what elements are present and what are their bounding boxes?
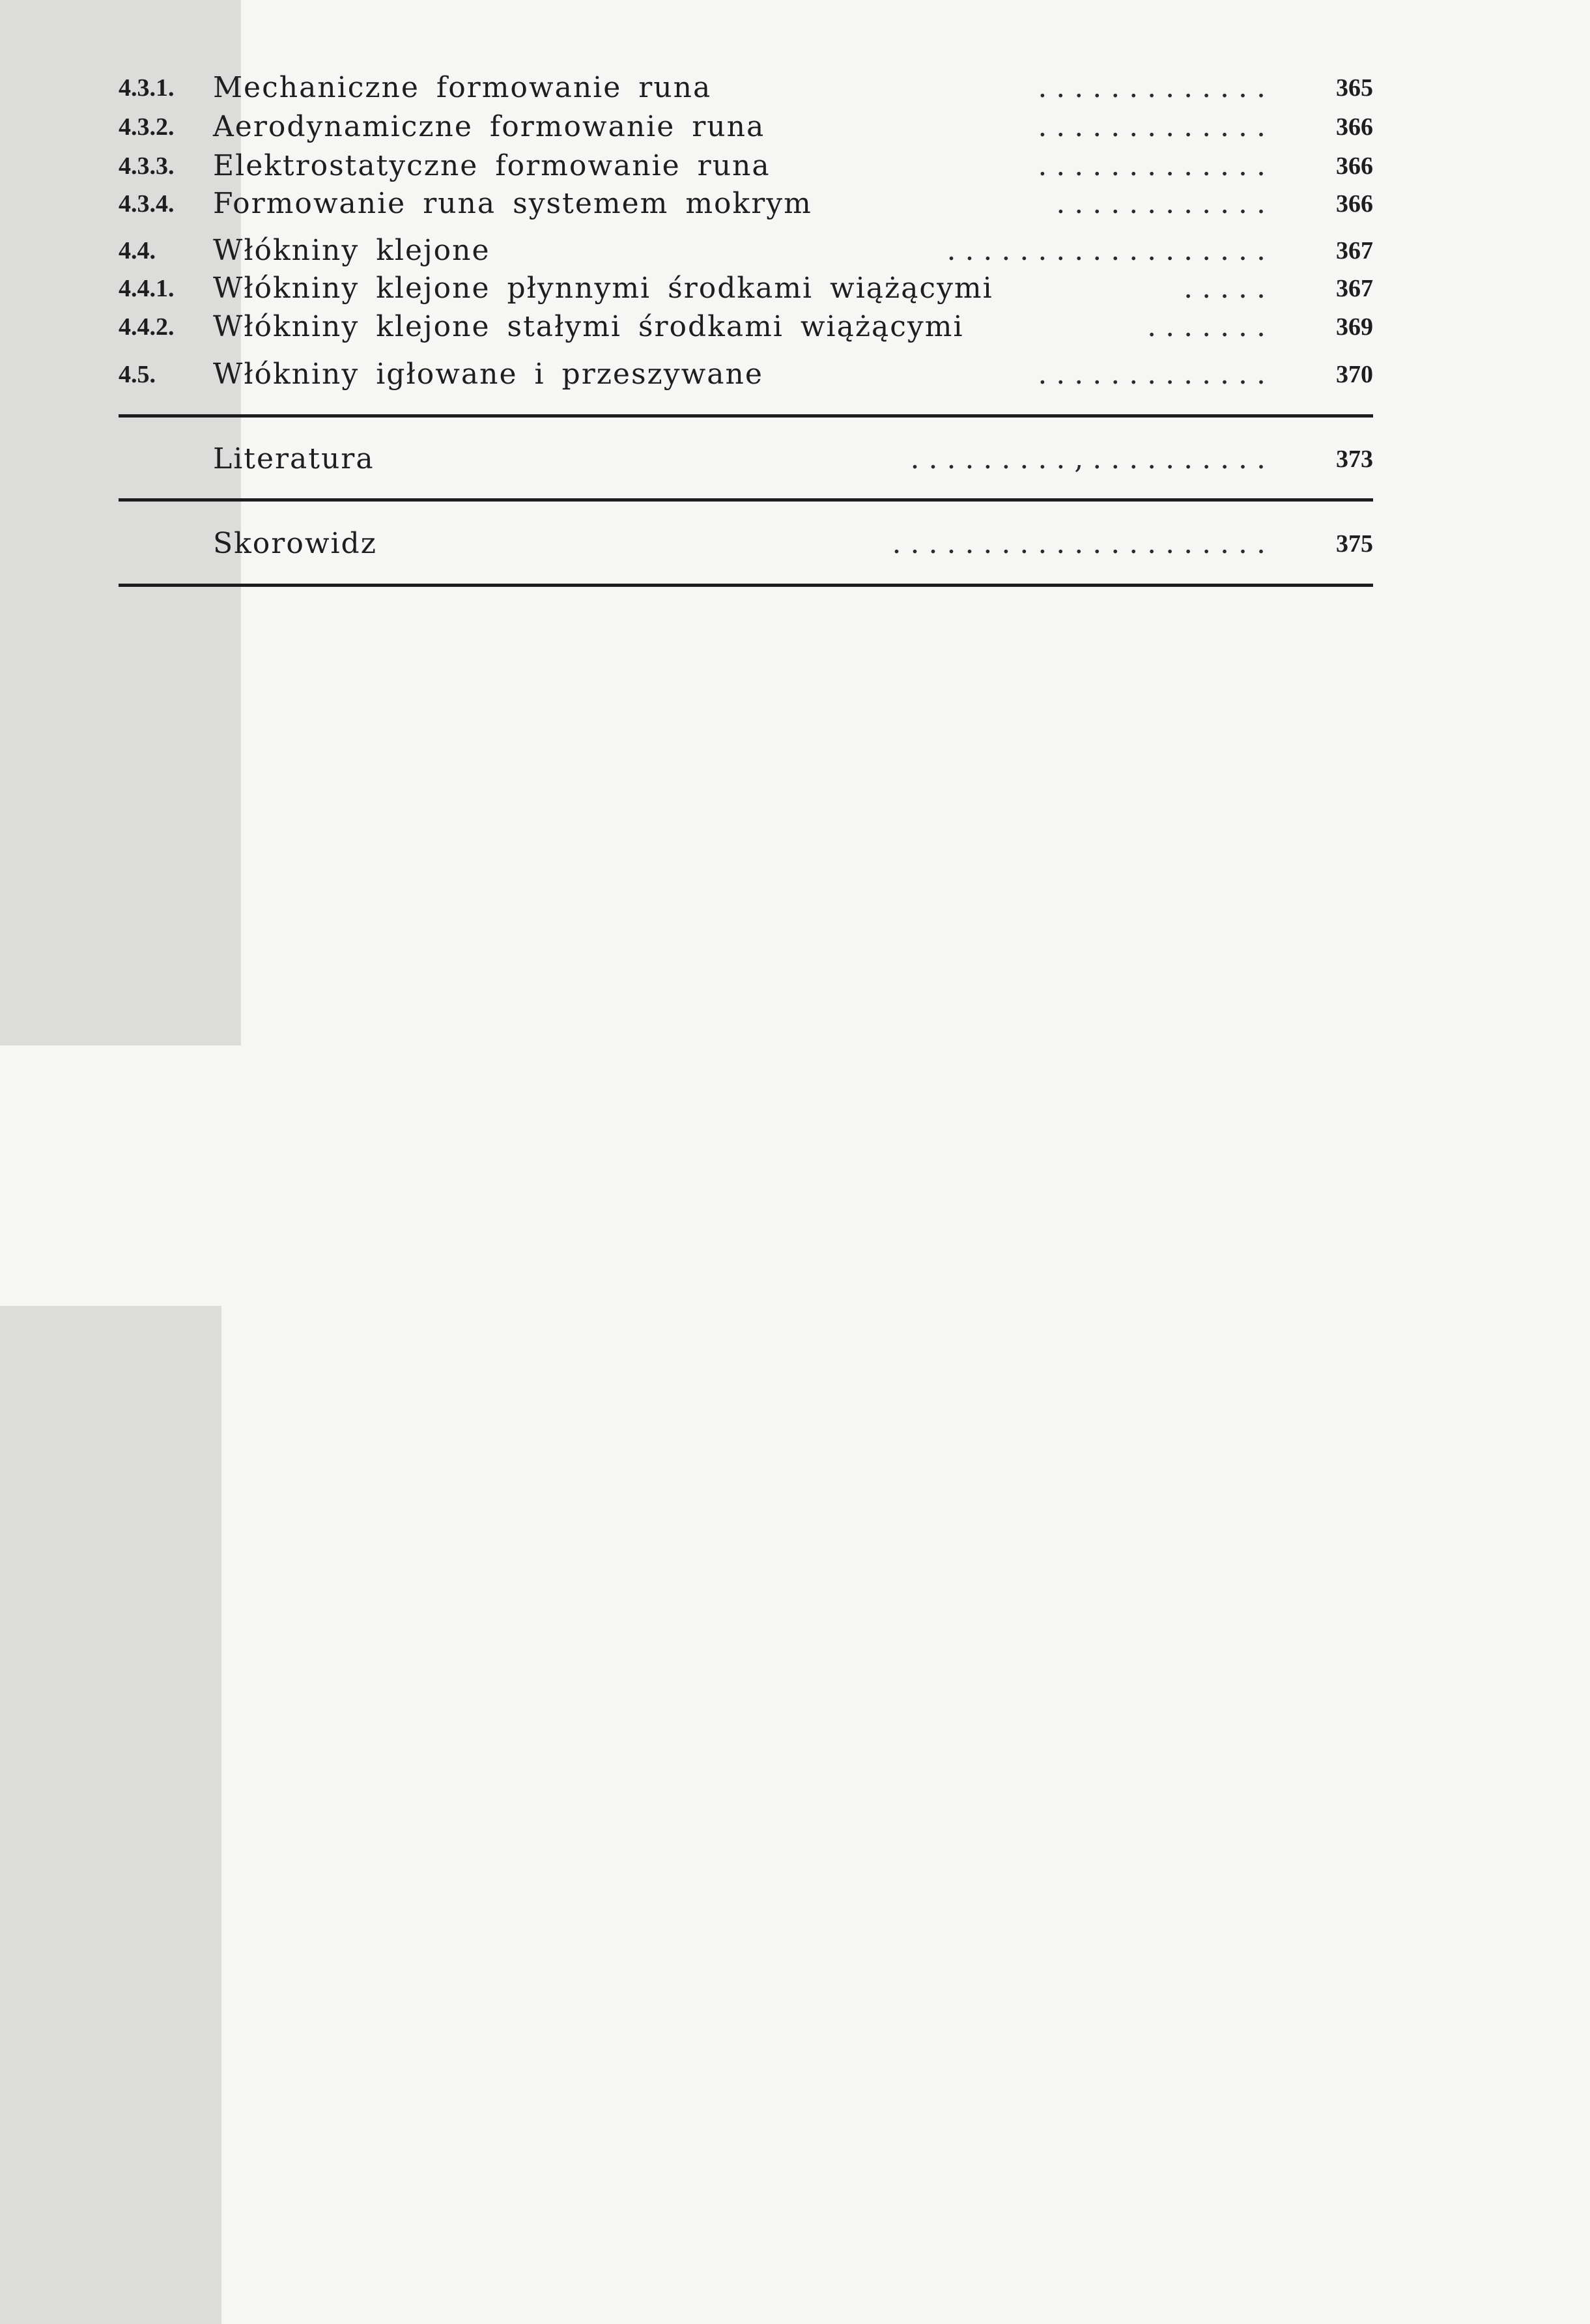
toc-entry[interactable] <box>119 184 1373 223</box>
section-title: Literatura <box>213 442 375 475</box>
section-title: Włókniny klejone stałymi środkami wiążącymi <box>213 310 964 343</box>
page-number: 375 <box>1336 530 1373 558</box>
section-number: 4.4.2. <box>119 313 175 341</box>
section-number: 4.5. <box>119 361 156 388</box>
dot-leader: . . . . . . . . . . . . . . . . . . <box>946 234 1266 267</box>
dot-leader: . . . . . . . . . . . . . <box>1038 358 1266 391</box>
page-number: 366 <box>1336 152 1373 180</box>
dot-leader: . . . . . . . . . . . . . <box>1038 71 1266 104</box>
section-number: 4.3.1. <box>119 74 175 102</box>
page-number: 369 <box>1336 313 1373 341</box>
page-number: 365 <box>1336 74 1373 102</box>
section-title: Włókniny igłowane i przeszywane <box>213 358 763 391</box>
toc-entry[interactable] <box>119 355 1373 394</box>
page-number: 367 <box>1336 275 1373 302</box>
section-title: Elektrostatyczne formowanie runa <box>213 149 771 182</box>
page-number: 367 <box>1336 237 1373 264</box>
toc-entry-index[interactable] <box>119 524 1373 563</box>
section-title: Skorowidz <box>213 527 377 560</box>
toc-entry[interactable] <box>119 147 1373 186</box>
dot-leader: . . . . . . . . . . . . . . . . . . . . . <box>892 527 1266 560</box>
toc-entry[interactable] <box>119 269 1373 308</box>
page-number: 370 <box>1336 361 1373 388</box>
section-title: Aerodynamiczne formowanie runa <box>213 110 765 143</box>
toc-entry[interactable] <box>119 307 1373 347</box>
page-number: 366 <box>1336 190 1373 218</box>
dot-leader: . . . . . . . . . . . . <box>1056 187 1266 220</box>
section-title: Mechaniczne formowanie runa <box>213 71 712 104</box>
dot-leader: . . . . . . . <box>1147 310 1266 343</box>
scan-shading-bottom <box>0 1306 221 2324</box>
section-number: 4.3.3. <box>119 152 175 180</box>
section-title: Formowanie runa systemem mokrym <box>213 187 812 220</box>
section-title: Włókniny klejone płynnymi środkami wiążącymi <box>213 272 993 305</box>
section-number: 4.3.2. <box>119 113 175 141</box>
toc-entry-literature[interactable] <box>119 440 1373 479</box>
section-number: 4.3.4. <box>119 190 175 218</box>
page-number: 366 <box>1336 113 1373 141</box>
toc-entry[interactable] <box>119 107 1373 147</box>
dot-leader: . . . . . <box>1184 272 1266 305</box>
horizontal-rule <box>119 498 1373 502</box>
page-number: 373 <box>1336 446 1373 473</box>
horizontal-rule <box>119 584 1373 587</box>
dot-leader: . . . . . . . . . . . . . <box>1038 110 1266 143</box>
toc-entry[interactable] <box>119 231 1373 270</box>
section-number: 4.4. <box>119 237 156 264</box>
section-title: Włókniny klejone <box>213 234 490 267</box>
toc-entry[interactable] <box>119 68 1373 107</box>
horizontal-rule <box>119 414 1373 418</box>
dot-leader: . . . . . . . . . , . . . . . . . . . . <box>910 442 1266 475</box>
dot-leader: . . . . . . . . . . . . . <box>1038 149 1266 182</box>
section-number: 4.4.1. <box>119 275 175 302</box>
